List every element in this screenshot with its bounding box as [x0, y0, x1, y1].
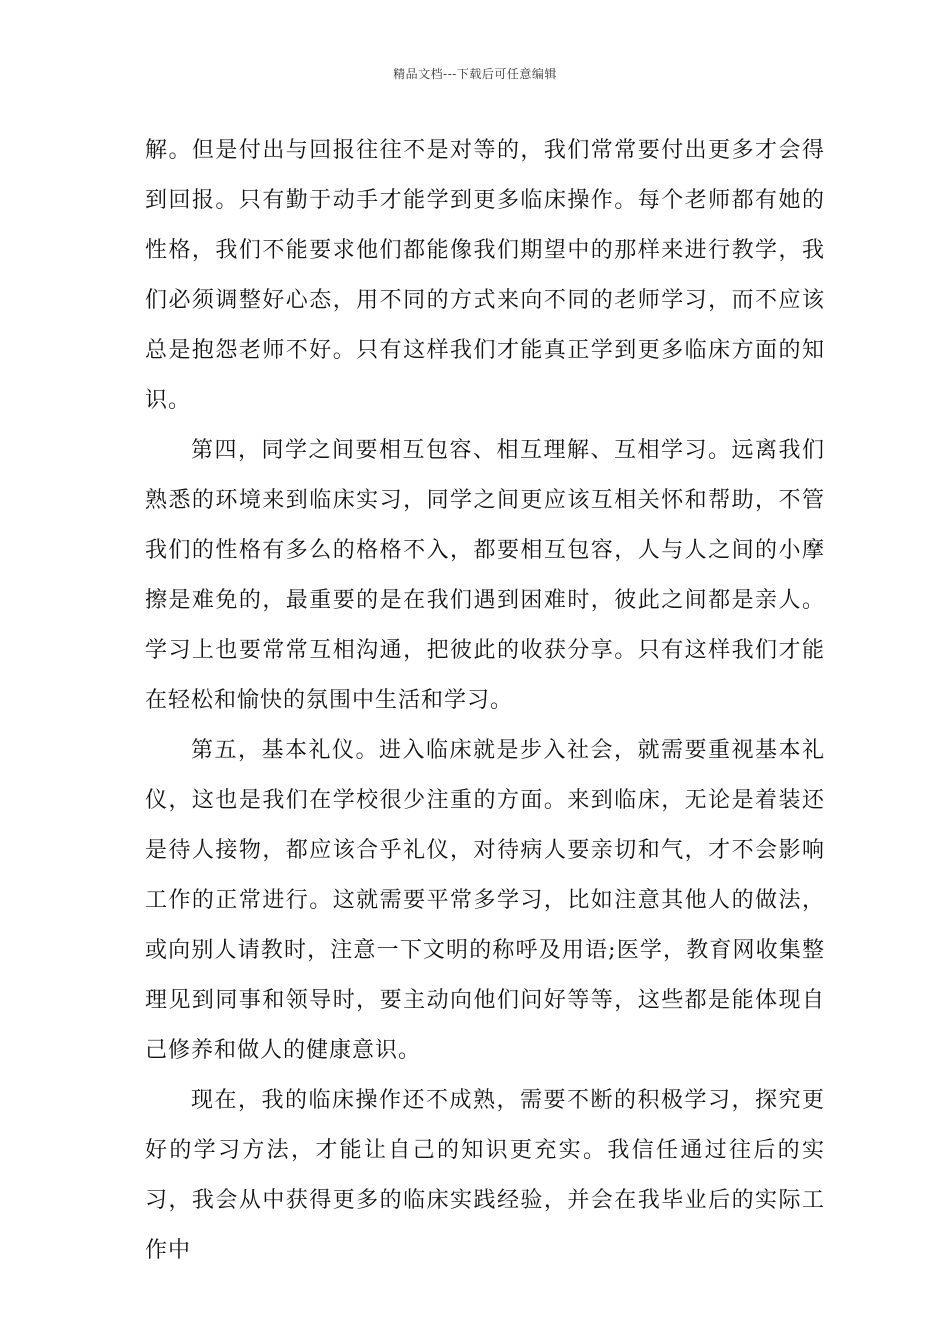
- paragraph-continuation: 解。但是付出与回报往往不是对等的，我们常常要付出更多才会得到回报。只有勤于动手才能学到更多临床操作。每个老师都有她的性格，我们不能要求他们都能像我们期望中的那样来进行教学，我们必须调整好心态，用不同的方式来向不同的老师学习，而不应该总是抱怨老师不好。只有这样我们才能真正学到更多临床方面的知识。: [145, 138, 825, 413]
- page-header: 精品文档---下载后可任意编辑: [393, 67, 557, 81]
- paragraph-conclusion: 现在，我的临床操作还不成熟，需要不断的积极学习，探究更好的学习方法，才能让自己的知识更充实。我信任通过往后的实习，我会从中获得更多的临床实践经验，并会在我毕业后的实际工作中: [145, 1088, 825, 1263]
- paragraph-fifth-point: 第五，基本礼仪。进入临床就是步入社会，就需要重视基本礼仪，这也是我们在学校很少注重的方面。来到临床，无论是着装还是待人接物，都应该合乎礼仪，对待病人要亲切和气，才不会影响工作的正常进行。这就需要平常多学习，比如注意其他人的做法，或向别人请教时，注意一下文明的称呼及用语;医学，教育网收集整理见到同事和领导时，要主动向他们问好等等，这些都是能体现自己修养和做人的健康意识。: [145, 738, 825, 1063]
- paragraph-fourth-point: 第四，同学之间要相互包容、相互理解、互相学习。远离我们熟悉的环境来到临床实习，同学之间更应该互相关怀和帮助，不管我们的性格有多么的格格不入，都要相互包容，人与人之间的小摩擦是难免的，最重要的是在我们遇到困难时，彼此之间都是亲人。学习上也要常常互相沟通，把彼此的收获分享。只有这样我们才能在轻松和愉快的氛围中生活和学习。: [145, 438, 825, 713]
- document-body: [145, 126, 825, 1276]
